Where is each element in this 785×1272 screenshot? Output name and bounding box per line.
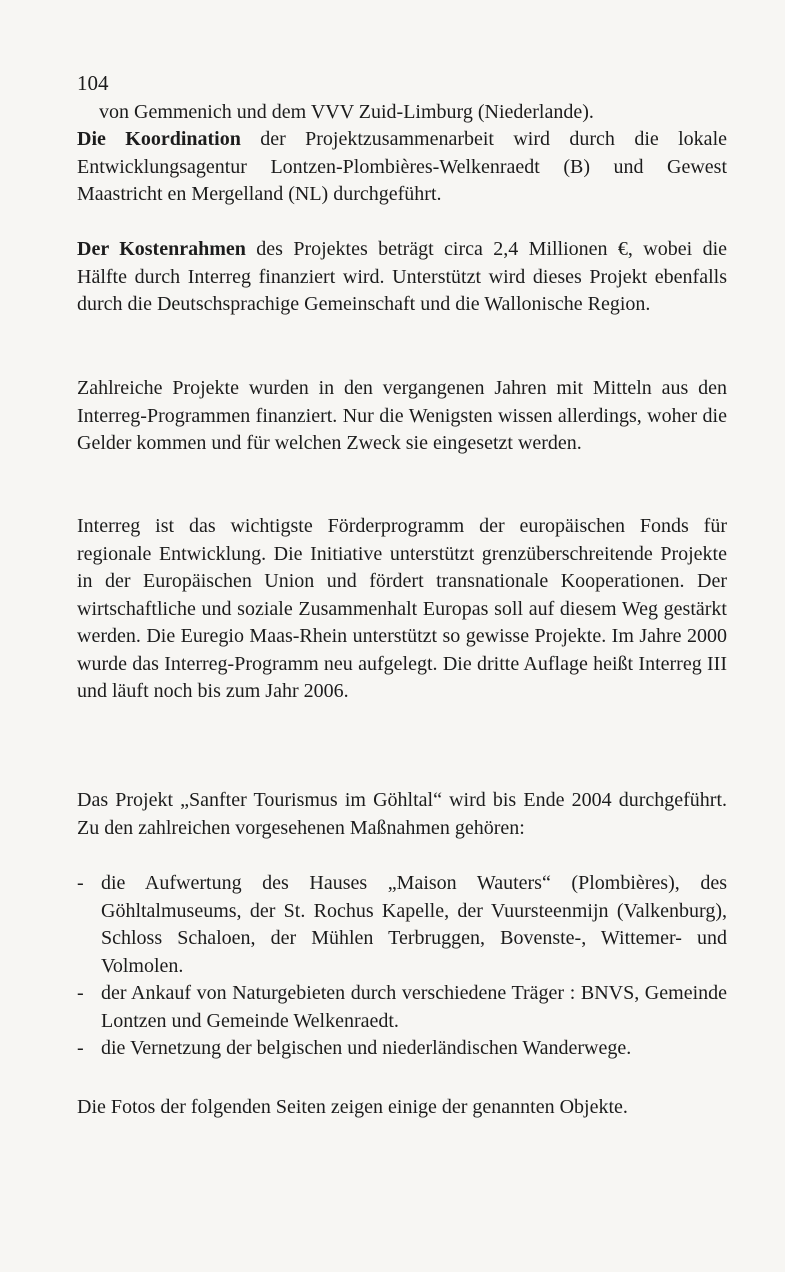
paragraph-continuation — [77, 99, 727, 127]
paragraph-projekte — [77, 375, 727, 458]
paragraph-text: von Gemmenich und dem VVV Zuid-Limburg (Niederlande). — [99, 101, 594, 123]
list-item — [77, 870, 727, 980]
paragraph-koordination — [77, 126, 727, 209]
list-item — [77, 1035, 727, 1063]
list-item-text: die Aufwertung des Hauses „Maison Wauters“ (Plombières), des Göhltalmuseums, der St. Rochus Kapelle, der Vuursteenmijn (Valkenburg), Schloss Schaloen, der Mühlen Terbruggen, Bovenste-, Wittemer- und Volmolen. — [101, 872, 727, 977]
paragraph-interreg — [77, 513, 727, 706]
list-bullet: - — [77, 1037, 84, 1059]
paragraph-text: des Projektes beträgt circa 2,4 Millionen €, wobei die Hälfte durch Interreg finanziert wird. Unterstützt wird dieses Projekt ebenfalls durch die Deutschsprachige Gemeinschaft und die Wallonische Region. — [77, 238, 728, 315]
list-item-text: der Ankauf von Naturgebieten durch verschiedene Träger : BNVS, Gemeinde Lontzen und Gemeinde Welkenraedt. — [101, 982, 727, 1032]
list-item-text: die Vernetzung der belgischen und niederländischen Wanderwege. — [101, 1037, 632, 1059]
paragraph-text: Interreg ist das wichtigste Förderprogramm der europäischen Fonds für regionale Entwicklung. Die Initiative unterstützt grenzüberschreitende Projekte in der Europäischen Union und fördert transnationale Kooperationen. Der wirtschaftliche und soziale Zusammenhalt Europas soll auf diesem Weg gestärkt werden. Die Euregio Maas-Rhein unterstützt so gewisse Projekte. Im Jahre 2000 wurde das Interreg-Programm neu aufgelegt. Die dritte Auflage heißt Interreg III und läuft noch bis zum Jahr 2006. — [77, 515, 727, 702]
measures-list — [77, 870, 727, 1063]
paragraph-text: Zahlreiche Projekte wurden in den vergangenen Jahren mit Mitteln aus den Interreg-Programmen finanziert. Nur die Wenigsten wissen allerdings, woher die Gelder kommen und für welchen Zweck sie eingesetzt werden. — [77, 377, 727, 454]
paragraph-text: der Projektzusammenarbeit wird durch die lokale Entwicklungsagentur Lontzen-Plombières-Welkenraedt (B) und Gewest Maastricht en Mergelland (NL) durchgeführt. — [77, 128, 727, 205]
paragraph-text: Die Fotos der folgenden Seiten zeigen einige der genannten Objekte. — [77, 1096, 628, 1118]
list-bullet: - — [77, 872, 84, 894]
paragraph-kostenrahmen — [77, 236, 727, 319]
paragraph-fotos — [77, 1094, 727, 1122]
paragraph-sanfter-tourismus — [77, 787, 727, 842]
list-bullet: - — [77, 982, 84, 1004]
list-item — [77, 980, 727, 1035]
lead-term: Der Kostenrahmen — [77, 238, 246, 260]
page-number: 104 — [77, 71, 109, 95]
paragraph-text: Das Projekt „Sanfter Tourismus im Göhltal“ wird bis Ende 2004 durchgeführt. Zu den zahlreichen vorgesehenen Maßnahmen gehören: — [77, 789, 727, 839]
lead-term: Die Koordination — [77, 128, 241, 150]
